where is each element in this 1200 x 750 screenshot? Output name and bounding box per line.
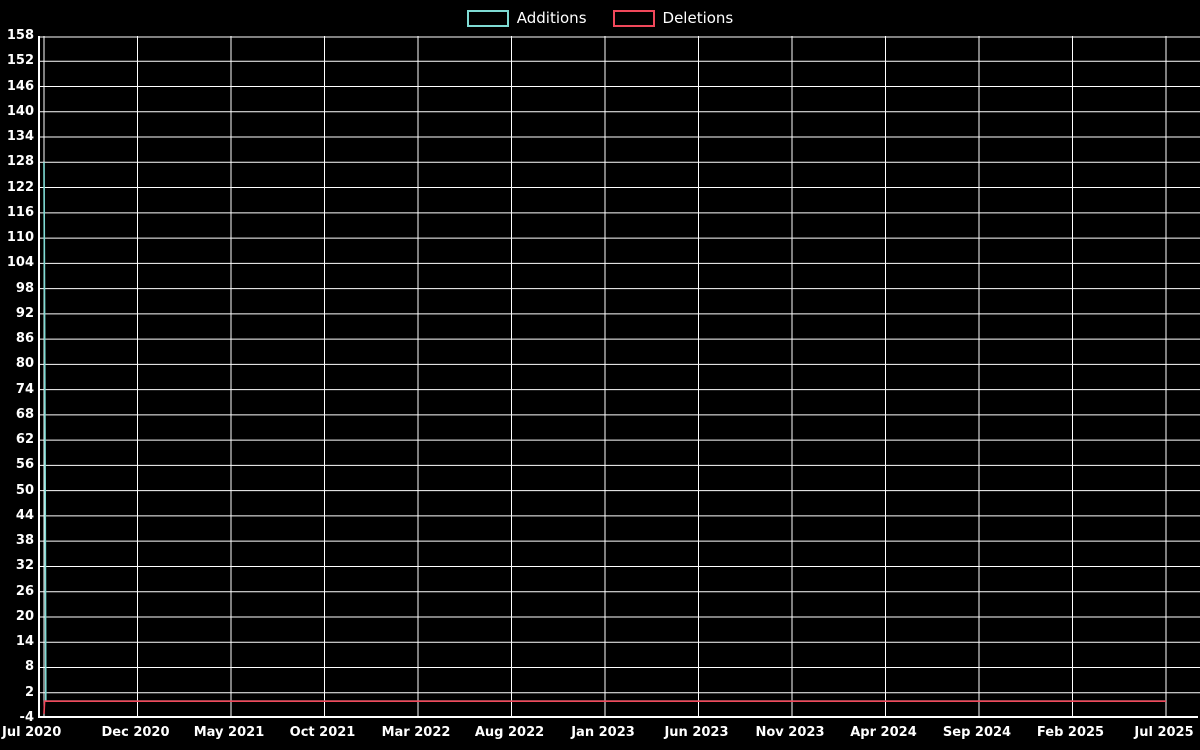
y-axis-tick-label: 86 (15, 331, 34, 347)
y-axis-tick-label: 140 (6, 103, 34, 119)
y-axis-tick-label: 80 (15, 356, 34, 372)
legend-item-deletions[interactable] (613, 10, 734, 27)
series-lines (40, 36, 1200, 718)
x-axis-tick-label: Jan 2023 (571, 725, 635, 740)
legend-item-additions[interactable] (467, 10, 587, 27)
y-axis-tick-label: 62 (15, 432, 34, 448)
y-axis-tick-label: 8 (24, 659, 34, 675)
plot-area (38, 36, 1198, 718)
y-axis-tick-label: 110 (6, 230, 34, 246)
y-axis-tick-label: 128 (6, 154, 34, 170)
legend-label-additions: Additions (516, 8, 587, 27)
x-axis-tick-label: Jul 2025 (1134, 725, 1194, 740)
y-axis-tick-label: 116 (6, 204, 34, 220)
x-axis-tick-label: Oct 2021 (289, 725, 356, 740)
x-axis-tick-label: Sep 2024 (942, 725, 1012, 740)
x-axis-tick-label: Apr 2024 (850, 725, 917, 740)
y-axis-tick-label: 92 (15, 305, 34, 321)
y-axis-tick-label: 104 (6, 255, 34, 271)
y-axis-tick-label: 26 (15, 583, 34, 599)
y-axis-tick-label: 74 (15, 381, 34, 397)
x-axis-tick-label: Nov 2023 (755, 725, 825, 740)
chart-legend (0, 0, 1200, 36)
series-line-deletions (44, 701, 1166, 714)
y-axis-tick-label: 56 (15, 457, 34, 473)
x-axis-tick-label: Dec 2020 (101, 725, 170, 740)
y-axis-tick-label: 32 (15, 558, 34, 574)
legend-label-deletions: Deletions (662, 8, 734, 27)
legend-swatch-additions (467, 10, 509, 27)
x-axis-tick-label: Aug 2022 (474, 725, 545, 740)
y-axis-tick-label: 158 (6, 28, 34, 43)
y-axis-tick-label: 134 (6, 129, 34, 145)
x-axis-tick-label: Jun 2023 (664, 725, 729, 740)
y-axis-tick-label: 38 (15, 533, 34, 549)
y-axis-tick-label: -4 (19, 710, 34, 725)
x-axis-tick-label: Jul 2020 (2, 725, 62, 740)
x-axis-tick-label: Mar 2022 (381, 725, 451, 740)
x-axis-tick-label: Feb 2025 (1036, 725, 1105, 740)
x-axis-tick-label: May 2021 (193, 725, 265, 740)
y-axis-tick-label: 2 (24, 684, 34, 700)
series-line-additions (44, 162, 1166, 701)
y-axis-tick-label: 14 (15, 634, 34, 650)
y-axis-tick-label: 98 (15, 280, 34, 296)
y-axis-tick-label: 20 (15, 608, 34, 624)
y-axis-tick-label: 122 (6, 179, 34, 195)
y-axis-tick-label: 152 (6, 53, 34, 69)
y-axis-tick-label: 44 (15, 507, 34, 523)
legend-swatch-deletions (613, 10, 655, 27)
y-axis-tick-label: 50 (15, 482, 34, 498)
y-axis-tick-label: 146 (6, 78, 34, 94)
y-axis-tick-label: 68 (15, 406, 34, 422)
